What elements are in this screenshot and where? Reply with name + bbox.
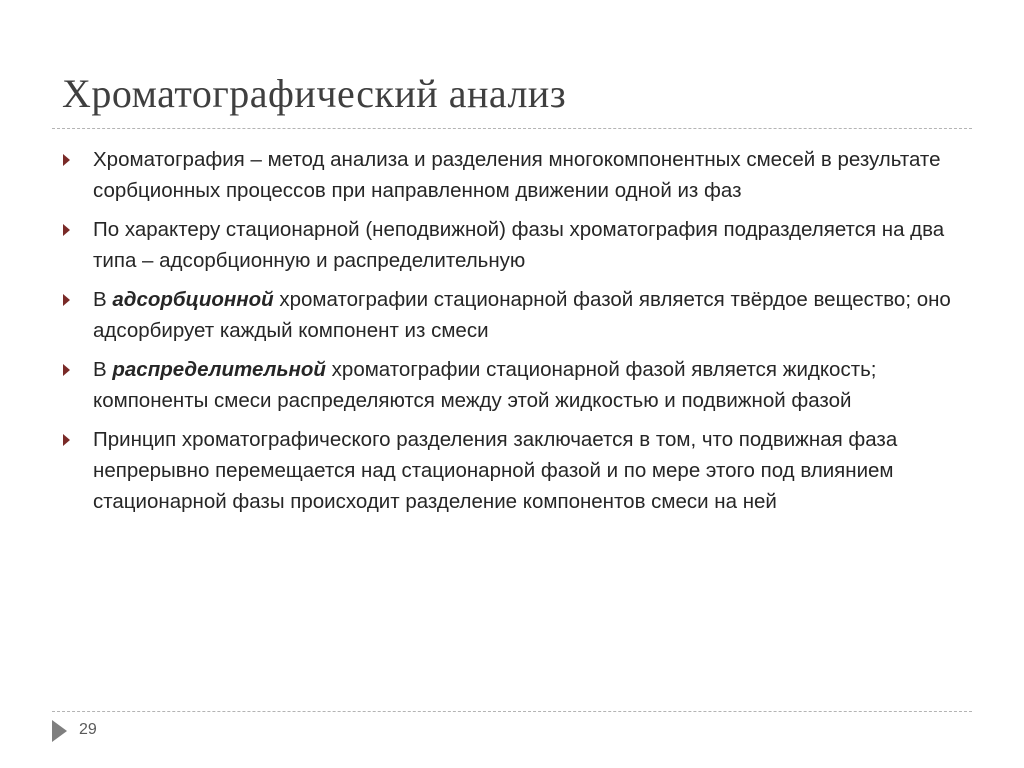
triangle-right-icon (63, 224, 70, 236)
bullet-suffix: хроматографии стационарной фазой является жидкость; компоненты смеси распределяются между этой жидкостью и подвижной фазой (93, 358, 877, 412)
bullet-emphasis: распределительной (112, 358, 326, 381)
bullet-text: Принцип хроматографического разделения заключается в том, что подвижная фаза непрерывно перемещается над стационарной фазой и по мере этого под влиянием стационарной фазы происходит разделение компонентов смеси на ней (93, 428, 898, 513)
triangle-right-icon (63, 294, 70, 306)
triangle-right-icon (63, 434, 70, 446)
title-divider (52, 128, 972, 129)
bullet-text: По характеру стационарной (неподвижной) фазы хроматография подразделяется на два типа – адсорбционную и распределительную (93, 218, 945, 272)
bullet-text (93, 284, 962, 346)
slide-title: Хроматографический анализ (62, 71, 567, 116)
list-item (62, 214, 962, 276)
bullet-suffix: хроматографии стационарной фазой является твёрдое вещество; оно адсорбирует каждый компонент из смеси (93, 288, 951, 342)
bullet-text (93, 354, 962, 416)
bullet-list (62, 144, 962, 525)
list-item (62, 354, 962, 416)
bullet-prefix: В (93, 358, 113, 381)
bullet-emphasis: адсорбционной (112, 288, 274, 311)
footer-divider (52, 711, 972, 712)
next-slide-arrow-icon[interactable] (52, 720, 67, 742)
slide-number: 29 (79, 721, 97, 738)
triangle-right-icon (63, 364, 70, 376)
triangle-right-icon (63, 154, 70, 166)
list-item (62, 144, 962, 206)
bullet-prefix: В (93, 288, 113, 311)
list-item (62, 284, 962, 346)
list-item (62, 424, 962, 517)
bullet-text: Хроматография – метод анализа и разделения многокомпонентных смесей в результате сорбционных процессов при направленном движении одной из фаз (93, 148, 941, 202)
